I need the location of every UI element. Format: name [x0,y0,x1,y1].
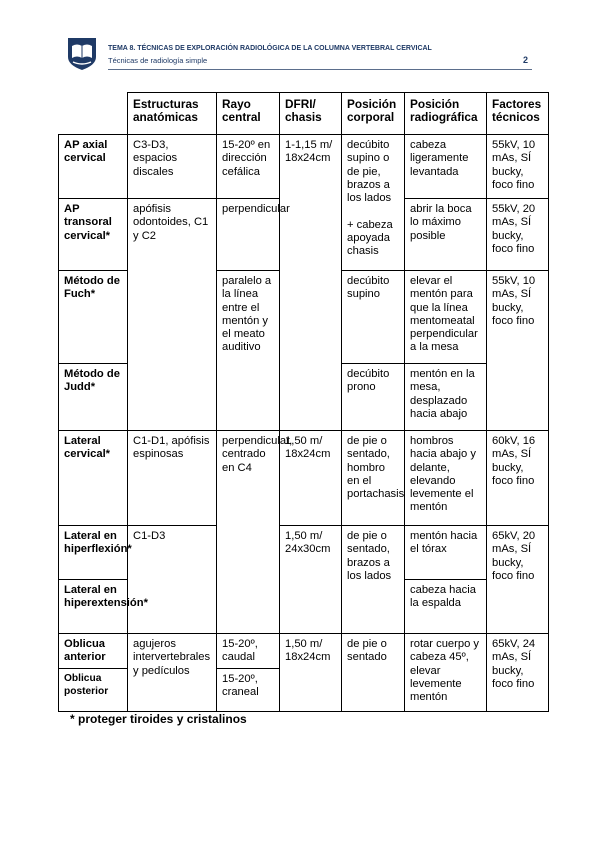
cell-estructuras-ap-axial: C3-D3, espacios discales [128,135,217,199]
cell-corporal-judd: decúbito prono [342,364,405,431]
projections-table [58,92,549,712]
corporal-ap-extra-text: + cabeza apoyada chasis [347,218,393,258]
cell-factores-ap-axial: 55kV, 10 mAs, SÍ bucky, foco fino [487,135,549,199]
header-title: TEMA 8. TÉCNICAS DE EXPLORACIÓN RADIOLÓGICA DE LA COLUMNA VERTEBRAL CERVICAL [108,45,432,52]
cell-factores-transoral: 55kV, 20 mAs, SÍ bucky, foco fino [487,199,549,271]
cell-rayo-ap-axial: 15-20º en dirección cefálica [217,135,280,199]
cell-radio-transoral: abrir la boca lo máximo posible [405,199,487,271]
cell-factores-lateral: 60kV, 16 mAs, SÍ bucky, foco fino [487,431,549,526]
header-divider [108,69,532,70]
cell-factores-oblicuas: 65kV, 24 mAs, SÍ bucky, foco fino [487,634,549,712]
cell-radio-oblicuas: rotar cuerpo y cabeza 45º, elevar levemente mentón [405,634,487,712]
row-header-oblicua-posterior: Oblicua posterior [59,669,128,712]
corporal-ap-text: decúbito supino o de pie, brazos a los lados [347,139,392,205]
cell-radio-lateral: hombros hacia abajo y delante, elevando levemente el mentón [405,431,487,526]
col-header-posicion-corporal: Posición corporal [342,93,405,135]
cell-radio-hiperextension: cabeza hacia la espalda [405,580,487,634]
col-header-posicion-radiografica: Posición radiográfica [405,93,487,135]
col-header-factores: Factores técnicos [487,93,549,135]
col-header-estructuras: Estructuras anatómicas [128,93,217,135]
cell-corporal-lateral: de pie o sentado, hombro en el portachasis [342,431,405,526]
cell-factores-hiper: 65kV, 20 mAs, SÍ bucky, foco fino [487,526,549,634]
cell-radio-ap-axial: cabeza ligeramente levantada [405,135,487,199]
table-row [59,526,549,580]
cell-radio-judd: mentón en la mesa, desplazado hacia abajo [405,364,487,431]
table-row [59,634,549,669]
row-header-hiperextension: Lateral en hiperextensión* [59,580,128,634]
cell-dfri-hiper: 1,50 m/ 24x30cm [280,526,342,634]
cell-rayo-lateral-hiper: perpendicular, centrado en C4 [217,431,280,634]
cell-estructuras-oblicuas: agujeros intervertebrales y pedículos [128,634,217,712]
cell-radio-hiperflexion: mentón hacia el tórax [405,526,487,580]
cell-estructuras-odontoides: apófisis odontoides, C1 y C2 [128,199,217,431]
cell-estructuras-hiper: C1-D3 [128,526,217,634]
cell-rayo-oblicua-anterior: 15-20º, caudal [217,634,280,669]
cell-corporal-hiper: de pie o sentado, brazos a los lados [342,526,405,634]
row-header-fuch: Método de Fuch* [59,271,128,364]
page-header [62,36,532,76]
row-header-hiperflexion: Lateral en hiperflexión* [59,526,128,580]
page-number: 2 [522,55,528,65]
footnote: * proteger tiroides y cristalinos [70,712,247,726]
col-header-rayo: Rayo central [217,93,280,135]
cell-corporal-ap [342,135,405,271]
cell-corporal-fuch: decúbito supino [342,271,405,364]
cell-rayo-oblicua-posterior: 15-20º, craneal [217,669,280,712]
table-row [59,431,549,526]
table-header-row [59,93,549,135]
row-header-ap-axial: AP axial cervical [59,135,128,199]
cell-rayo-fuch-judd: paralelo a la línea entre el mentón y el meato auditivo [217,271,280,431]
header-subtitle: Técnicas de radiología simple [108,56,208,65]
cell-corporal-oblicuas: de pie o sentado [342,634,405,712]
shield-book-logo-icon [67,37,97,71]
row-header-lateral: Lateral cervical* [59,431,128,526]
cell-dfri-oblicuas: 1,50 m/ 18x24cm [280,634,342,712]
cell-factores-fuch-judd: 55kV, 10 mAs, SÍ bucky, foco fino [487,271,549,431]
table-corner [59,93,128,135]
cell-radio-fuch: elevar el mentón para que la línea mentomeatal perpendicular a la mesa [405,271,487,364]
cell-rayo-transoral: perpendicular [217,199,280,271]
cell-estructuras-lateral: C1-D1, apófisis espinosas [128,431,217,526]
table-row [59,135,549,199]
row-header-oblicua-anterior: Oblicua anterior [59,634,128,669]
cell-dfri-ap-judd: 1-1,15 m/ 18x24cm [280,135,342,431]
cell-dfri-lateral: 1,50 m/ 18x24cm [280,431,342,526]
row-header-ap-transoral: AP transoral cervical* [59,199,128,271]
row-header-judd: Método de Judd* [59,364,128,431]
col-header-dfri: DFRI/ chasis [280,93,342,135]
